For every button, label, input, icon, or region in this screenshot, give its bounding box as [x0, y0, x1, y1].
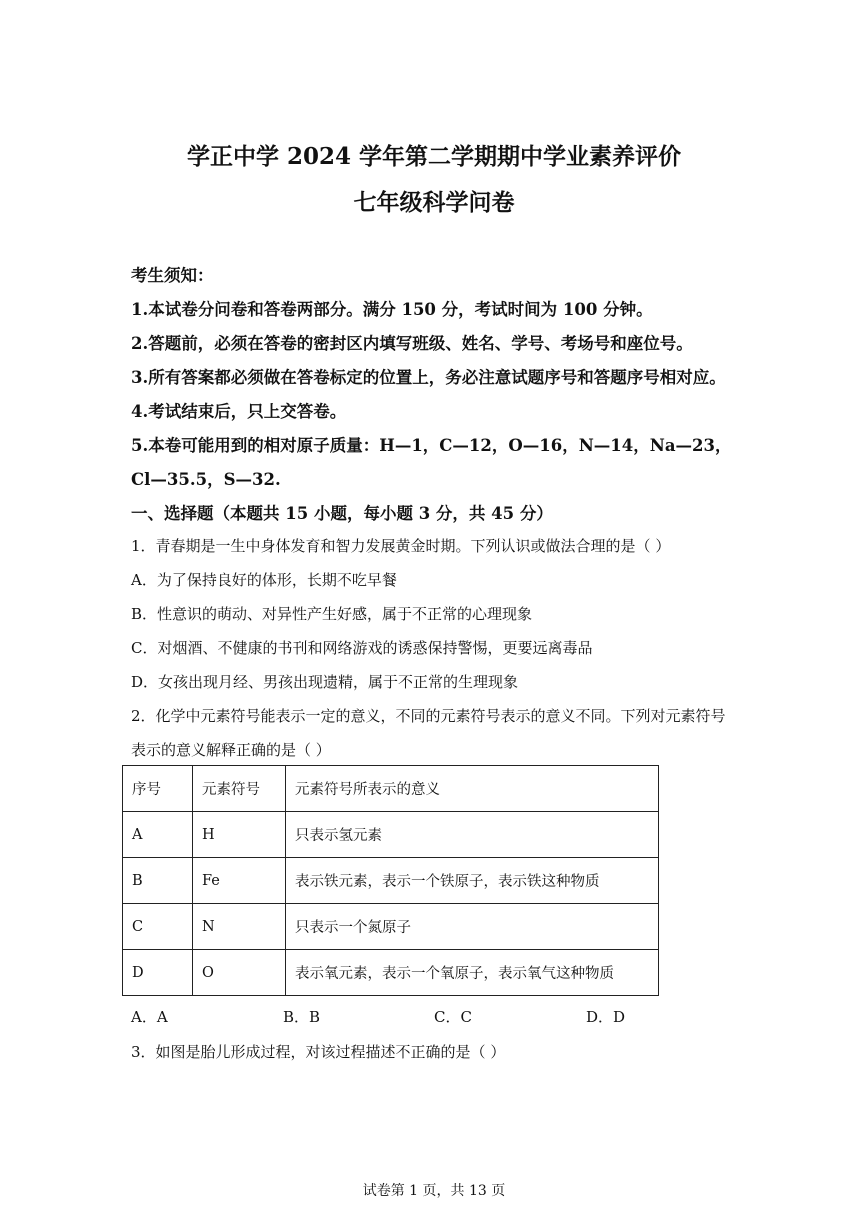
table-cell: 表示氧元素，表示一个氧原子，表示氧气这种物质: [286, 950, 659, 996]
question-2-stem-cont: 表示的意义解释正确的是（ ）: [131, 741, 331, 759]
table-cell: B: [123, 858, 193, 904]
table-header-cell: 元素符号所表示的意义: [286, 766, 659, 812]
question-1-option-c: C．对烟酒、不健康的书刊和网络游戏的诱惑保持警惕，更要远离毒品: [131, 639, 593, 657]
table-row: [123, 904, 659, 950]
notice-item: 4.考试结束后，只上交答卷。: [131, 402, 347, 421]
question-2-option-c: C．C: [434, 1008, 472, 1026]
table-cell: A: [123, 812, 193, 858]
table-cell: C: [123, 904, 193, 950]
table-row: [123, 950, 659, 996]
table-cell: D: [123, 950, 193, 996]
question-1-option-d: D．女孩出现月经、男孩出现遗精，属于不正常的生理现象: [131, 673, 519, 691]
question-2-option-b: B．B: [283, 1008, 321, 1026]
table-cell: Fe: [193, 858, 286, 904]
table-header-cell: 序号: [123, 766, 193, 812]
exam-subtitle: 七年级科学问卷: [353, 189, 515, 216]
section-heading: 一、选择题（本题共 15 小题，每小题 3 分，共 45 分）: [131, 504, 553, 523]
table-header-row: [123, 766, 659, 812]
table-row: [123, 858, 659, 904]
table-cell: 只表示氢元素: [286, 812, 659, 858]
question-1-option-b: B．性意识的萌动、对异性产生好感，属于不正常的心理现象: [131, 605, 533, 623]
question-1-stem: 1．青春期是一生中身体发育和智力发展黄金时期。下列认识或做法合理的是（ ）: [131, 537, 671, 555]
notice-item: 2.答题前，必须在答卷的密封区内填写班级、姓名、学号、考场号和座位号。: [131, 334, 693, 353]
notice-item: 3.所有答案都必须做在答卷标定的位置上，务必注意试题序号和答题序号相对应。: [131, 368, 726, 387]
page-footer: 试卷第 1 页，共 13 页: [362, 1183, 506, 1199]
table-cell: H: [193, 812, 286, 858]
table-row: [123, 812, 659, 858]
question-2-option-d: D．D: [586, 1008, 626, 1026]
exam-title: 学正中学 2024 学年第二学期期中学业素养评价: [186, 143, 682, 170]
table-cell: 只表示一个氮原子: [286, 904, 659, 950]
notice-item: 5.本卷可能用到的相对原子质量：H—1，C—12，O—16，N—14，Na—23，: [131, 436, 732, 455]
element-symbol-table: [122, 765, 659, 996]
table-cell: O: [193, 950, 286, 996]
table-cell: N: [193, 904, 286, 950]
notice-item: Cl—35.5，S—32.: [131, 470, 281, 489]
question-2-stem: 2．化学中元素符号能表示一定的意义，不同的元素符号表示的意义不同。下列对元素符号: [131, 707, 726, 725]
question-3-stem: 3．如图是胎儿形成过程，对该过程描述不正确的是（ ）: [131, 1043, 506, 1061]
table-header-cell: 元素符号: [193, 766, 286, 812]
table-cell: 表示铁元素，表示一个铁原子，表示铁这种物质: [286, 858, 659, 904]
question-2-option-a: A．A: [131, 1008, 168, 1026]
notice-item: 1.本试卷分问卷和答卷两部分。满分 150 分，考试时间为 100 分钟。: [131, 300, 653, 319]
notice-heading: 考生须知：: [131, 266, 214, 285]
question-1-option-a: A．为了保持良好的体形，长期不吃早餐: [131, 571, 397, 589]
